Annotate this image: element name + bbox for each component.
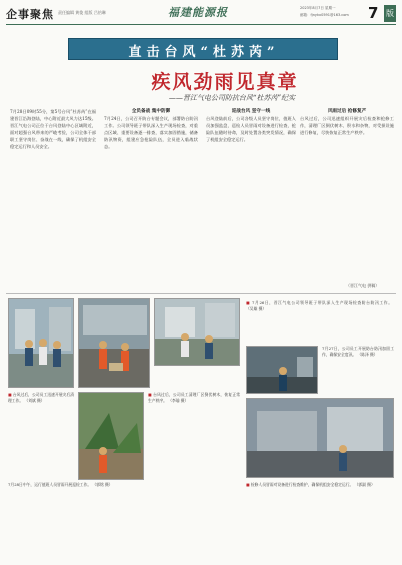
topic-banner — [68, 38, 338, 60]
article-column-1 — [10, 108, 96, 318]
column-4-subtitle: 风雨过后 抢修复产 — [327, 109, 367, 114]
photo-tree-caption-text: 台风过后，公司员工清理厂区倒伏树木，恢复正常生产秩序。 — [148, 392, 240, 403]
photo-reinforcement-image — [79, 299, 150, 388]
caption-marker: ■ — [246, 300, 251, 305]
photo-tree-clearing-image — [79, 393, 144, 480]
section-divider — [6, 293, 396, 294]
caption-marker: ■ — [148, 392, 152, 397]
photo-tree-clearing — [78, 392, 144, 480]
header-divider — [6, 24, 396, 25]
page-header — [0, 0, 402, 30]
photo-inspection-image — [9, 299, 74, 388]
article-column-4 — [300, 108, 394, 278]
photo-cleanup-credit: （刘斌 摄） — [24, 398, 45, 403]
issue-date: 2023年8月7日 星期一 — [300, 6, 336, 10]
photo-equipment-caption — [246, 482, 394, 522]
photo-cleanup-caption — [8, 392, 74, 472]
article-byline: （晋江气电 供稿） — [346, 283, 380, 288]
column-2-text: 7月24日，公司召开防台专题会议，部署防台防汛工作。公司领导班子带队深入生产现场检查，对重点区域、重要设备逐一排查，落实加固措施，储备防汛物资，组建应急抢险队伍，全员进入临战状态。 — [104, 116, 198, 149]
article-headline: 疾风劲雨见真章 — [151, 71, 299, 93]
photo-night-caption-text: 7月28日中午，运行值班人员冒雨开展巡检工作。 — [8, 482, 92, 487]
column-3-text: 台风登陆前后，公司各级人员坚守岗位，值班人员加强监盘，巡检人员冒雨对设备进行检查，抢险队伍随时待命，及时处置各类突发情况，确保了机组安全稳定运行。 — [206, 116, 296, 142]
caption-marker: ■ — [246, 482, 250, 487]
issue-email: 邮箱：fjnykx0591@163.com — [300, 13, 349, 17]
photo-cleanup — [154, 298, 240, 366]
column-3-subtitle: 迎战台风 坚守一线 — [231, 109, 271, 114]
article-column-3 — [206, 108, 296, 298]
photo-inspection-credit: （吴雄 摄） — [246, 306, 267, 311]
photo-equipment-credit: （郭淑 摄） — [354, 482, 375, 487]
column-2-subtitle: 全员备战 集中防御 — [131, 109, 171, 114]
photo-tree-caption — [148, 392, 240, 472]
photo-inspection-caption — [246, 300, 392, 344]
article-column-2 — [104, 108, 198, 308]
topic-banner-text: 直击台风“杜苏芮” — [128, 45, 280, 60]
photo-reinforcement-caption-text: 7月27日，公司员工开展防台防汛加固工作，确保安全度汛。 — [322, 346, 394, 357]
column-4-text: 台风过后，公司迅速组织开展灾后检查和抢修工作，清理厂区倒伏树木、积水和杂物，对受损设施进行修复，尽快恢复正常生产秩序。 — [300, 116, 394, 135]
newspaper-masthead: 福建能源报 — [168, 6, 228, 19]
photo-night-patrol-image — [247, 347, 318, 394]
photo-reinforcement — [78, 298, 150, 388]
section-editor-line: 责任编辑 黄俊 组版 吕怡琳 — [58, 10, 106, 15]
caption-marker: ■ — [8, 392, 12, 397]
photo-inspection-caption-text: 7月26日，晋江气电公司领导班子带队深入生产现场检查防台防汛工作。 — [252, 300, 392, 305]
photo-reinforcement-caption — [322, 346, 394, 394]
photo-night-credit: （郭铭 摄） — [92, 482, 113, 487]
column-1-text: 7月28日09时55分，第5号台风“杜苏芮”在福建晋江沿海登陆，中心附近最大风力达15级。晋江气电公司正位于台风登陆中心区域附近，面对超强台风带来的严峻考验，公司全体干部职工坚守岗位、奋战在一线，确保了机组安全稳定运行和人员安全。 — [10, 109, 96, 149]
photo-equipment — [246, 398, 394, 478]
photo-tree-credit: （李瑜 摄） — [168, 398, 189, 403]
photo-equipment-caption-text: 检修人员冒雨对设备进行检查维护，确保机组安全稳定运行。 — [250, 482, 354, 487]
photo-cleanup-image — [155, 299, 240, 366]
page-unit-badge: 版 — [384, 5, 396, 22]
photo-inspection — [8, 298, 74, 388]
article-subheadline: ——晋江气电公司防抗台风“杜苏芮”纪实 — [168, 94, 296, 102]
section-label: 企事聚焦 — [6, 8, 54, 21]
photo-equipment-image — [247, 399, 394, 478]
photo-night-caption — [8, 482, 240, 512]
page-number: 7 — [368, 4, 379, 22]
photo-night-patrol — [246, 346, 318, 394]
photo-reinforcement-credit: （陈泽 摄） — [357, 352, 378, 357]
photo-cleanup-caption-text: 台风过后，公司员工迅速开展灾后清理工作。 — [8, 392, 74, 403]
